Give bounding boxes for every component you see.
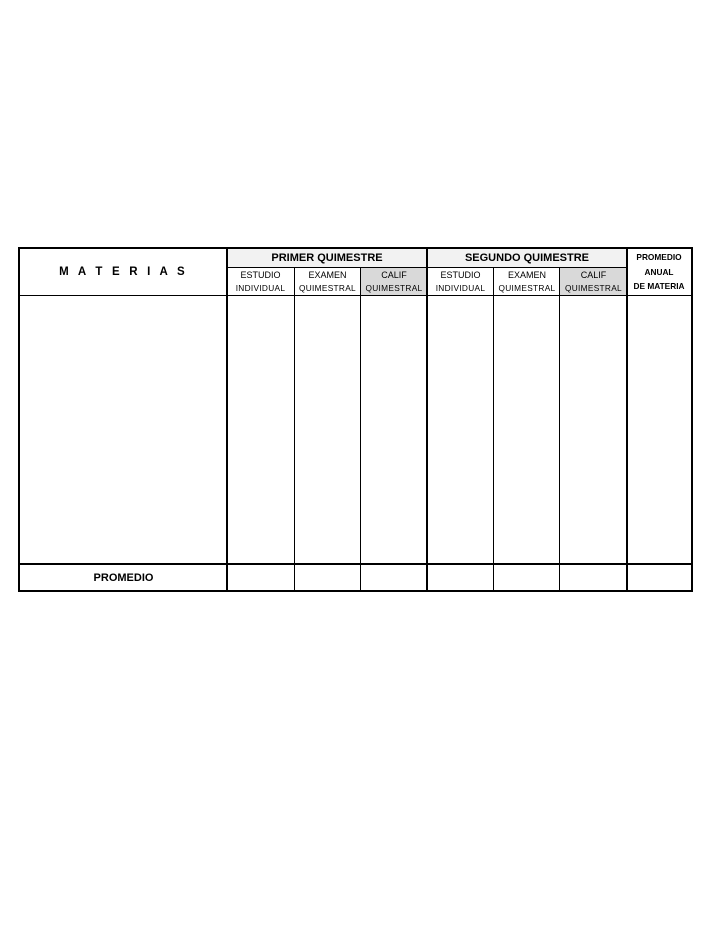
materias-header: M A T E R I A S [59,266,188,278]
header-line2: QUIMESTRAL [299,282,356,293]
segundo-examen-quimestral-header [494,268,560,295]
materias-divider-line [226,249,228,590]
primer-examen-quimestral-header [294,268,361,295]
header-line1: ESTUDIO [240,269,281,280]
grade-report-table [18,247,693,592]
header-line2: QUIMESTRAL [365,282,423,293]
header-line2: ANUAL [644,266,674,277]
footer-top-line [20,563,691,565]
header-line2: QUIMESTRAL [565,282,622,293]
column-divider-line [294,268,295,590]
header-line3: DE MATERIA [633,281,685,292]
quimestre-divider-line [426,249,428,590]
header-line2: INDIVIDUAL [435,282,486,293]
column-divider-line [493,268,494,590]
header-line2: QUIMESTRAL [498,282,556,293]
segundo-quimestre-header: SEGUNDO QUIMESTRE [427,249,627,267]
header-line1: ESTUDIO [440,269,481,280]
promedio-divider-line [626,249,628,590]
header-bottom-line [20,295,691,296]
segundo-calif-quimestral-header [560,268,627,295]
promedio-row-label: PROMEDIO [93,571,154,584]
header-line1: CALIF [381,269,407,280]
segundo-estudio-individual-header [427,268,494,295]
header-line1: CALIF [580,269,607,280]
header-line1: PROMEDIO [636,252,682,263]
primer-quimestre-header: PRIMER QUIMESTRE [227,249,427,267]
promedio-anual-header [627,249,691,295]
column-divider-line [559,268,560,590]
primer-estudio-individual-header [227,268,294,295]
header-line1: EXAMEN [308,269,347,280]
column-divider-line [360,268,361,590]
header-line1: EXAMEN [507,269,546,280]
header-line2: INDIVIDUAL [235,282,286,293]
primer-calif-quimestral-header [361,268,427,295]
